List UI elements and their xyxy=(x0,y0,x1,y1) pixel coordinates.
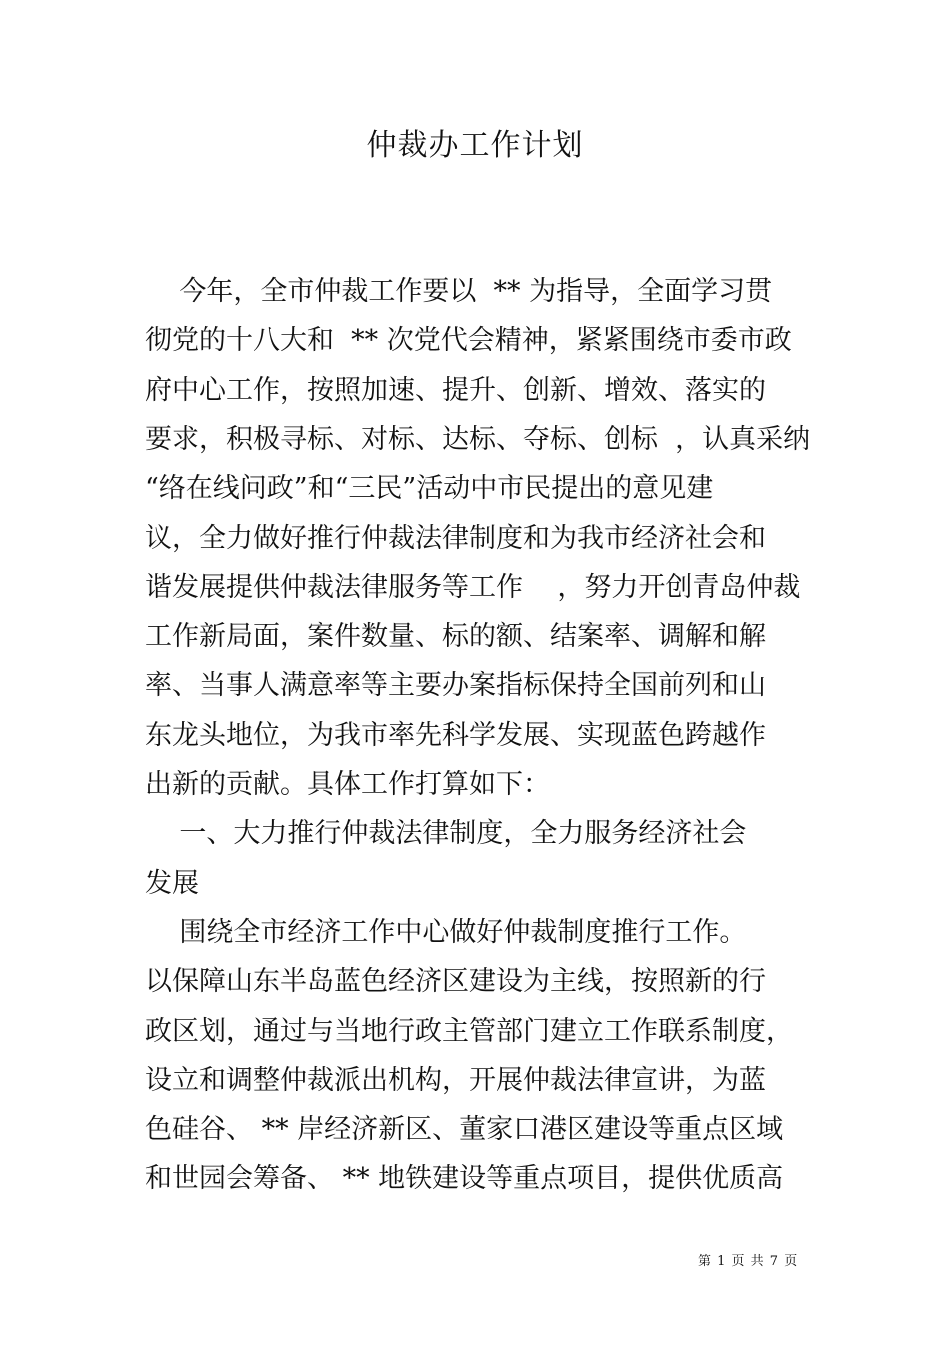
text-line: 东龙头地位，为我市率先科学发展、实现蓝色跨越作 xyxy=(145,720,766,751)
text-line: 出新的贡献。具体工作打算如下： xyxy=(145,769,550,800)
text-line: 一、大力推行仲裁法律制度，全力服务经济社会 xyxy=(145,818,747,849)
text-line: 围绕全市经济工作中心做好仲裁制度推行工作。 xyxy=(145,917,747,948)
text-line: 要求，积极寻标、对标、达标、夺标、创标 ，认真采纳 xyxy=(145,424,811,455)
text-line: “络在线问政”和“三民”活动中市民提出的意见建 xyxy=(145,473,714,504)
text-line: 以保障山东半岛蓝色经济区建设为主线，按照新的行 xyxy=(145,966,766,997)
page-title: 仲裁办工作计划 xyxy=(366,128,584,163)
text-line: 府中心工作，按照加速、提升、创新、增效、落实的 xyxy=(145,375,766,406)
text-line: 发展 xyxy=(145,868,199,899)
text-line: 设立和调整仲裁派出机构，开展仲裁法律宣讲，为蓝 xyxy=(145,1065,766,1096)
page-number-footer: 第 1 页 共 7 页 xyxy=(698,1254,799,1269)
text-line: 彻党的十八大和 ** 次党代会精神，紧紧围绕市委市政 xyxy=(145,325,792,356)
text-line: 政区划，通过与当地行政主管部门建立工作联系制度， xyxy=(145,1016,793,1047)
text-line: 率、当事人满意率等主要办案指标保持全国前列和山 xyxy=(145,670,766,701)
text-line: 今年，全市仲裁工作要以 ** 为指导，全面学习贯 xyxy=(145,276,773,307)
text-line: 色硅谷、 ** 岸经济新区、董家口港区建设等重点区域 xyxy=(145,1114,784,1145)
text-line: 和世园会筹备、 ** 地铁建设等重点项目，提供优质高 xyxy=(145,1163,784,1194)
text-line: 谐发展提供仲裁法律服务等工作 ，努力开创青岛仲裁 xyxy=(145,572,801,603)
text-line: 议，全力做好推行仲裁法律制度和为我市经济社会和 xyxy=(145,523,766,554)
text-line: 工作新局面，案件数量、标的额、结案率、调解和解 xyxy=(145,621,766,652)
